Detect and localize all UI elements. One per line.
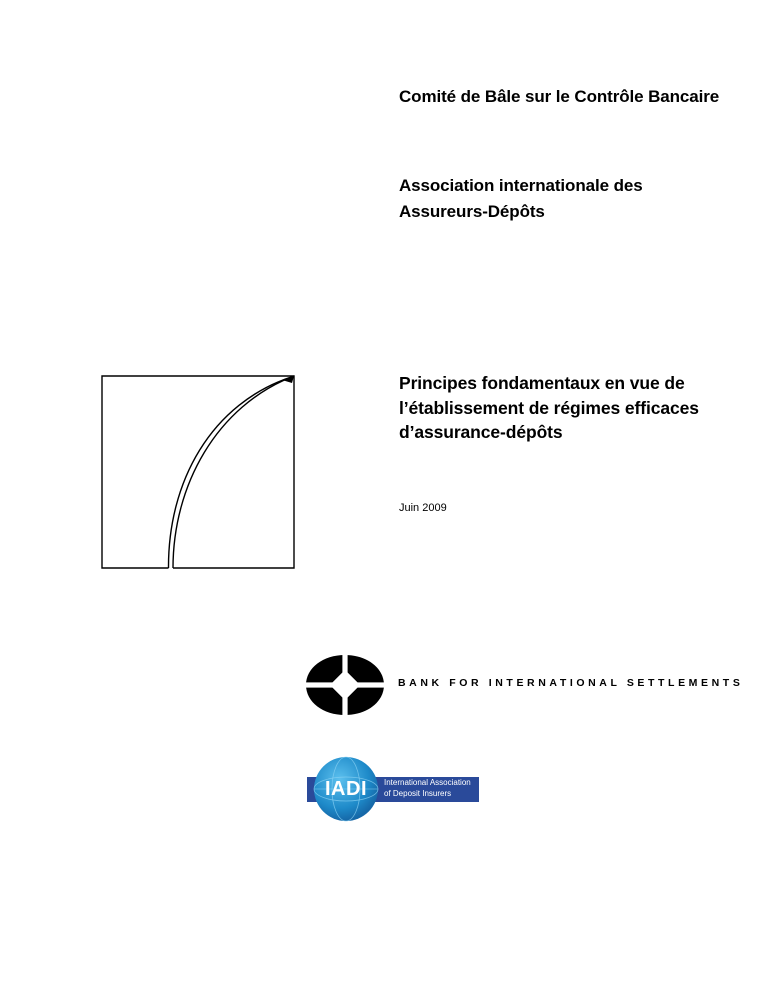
iadi-acronym: IADI xyxy=(325,778,367,800)
publication-date: Juin 2009 xyxy=(399,502,447,514)
cover-emblem-icon xyxy=(100,373,300,578)
iadi-full-name: International Association of Deposit Insurers xyxy=(384,778,471,798)
committee-title: Comité de Bâle sur le Contrôle Bancaire xyxy=(399,87,720,106)
bis-emblem-icon xyxy=(306,655,384,720)
iadi-logo xyxy=(307,752,483,820)
document-title: Principes fondamentaux en vue de l’établissement de régimes efficaces d’assurance-dépôts xyxy=(399,373,699,442)
association-title: Association internationale des Assureurs-Dépôts xyxy=(399,176,643,221)
bis-wordmark: BANK FOR INTERNATIONAL SETTLEMENTS xyxy=(398,677,744,689)
